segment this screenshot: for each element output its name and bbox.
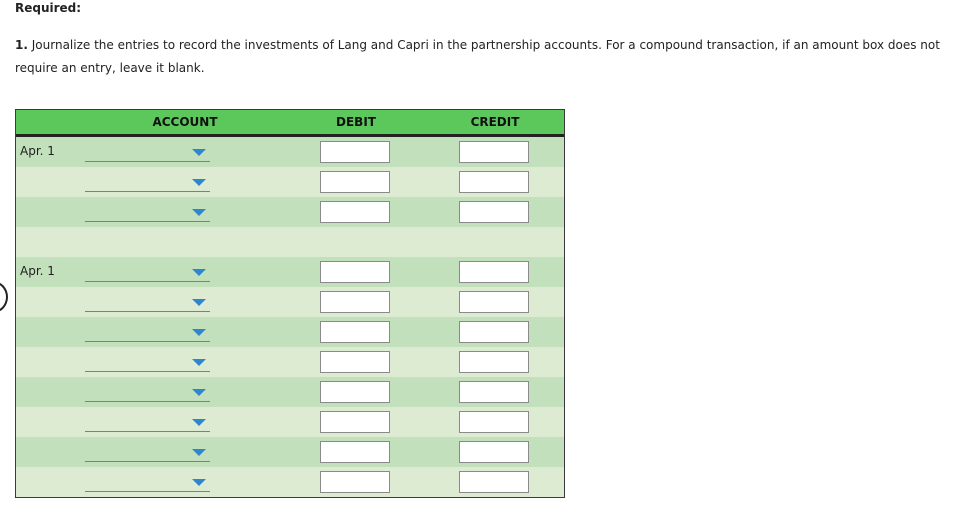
account-dropdown[interactable]: [85, 323, 210, 342]
table-row: [16, 407, 564, 437]
debit-amount-input[interactable]: [320, 441, 390, 463]
caret-down-icon[interactable]: [192, 299, 206, 306]
table-row: [16, 467, 564, 497]
debit-amount-input[interactable]: [320, 321, 390, 343]
credit-amount-input[interactable]: [459, 321, 529, 343]
entry-date: Apr. 1: [20, 264, 55, 278]
debit-column-header: DEBIT: [336, 115, 376, 129]
debit-amount-input[interactable]: [320, 291, 390, 313]
account-dropdown[interactable]: [85, 203, 210, 222]
caret-down-icon[interactable]: [192, 329, 206, 336]
debit-amount-input[interactable]: [320, 411, 390, 433]
table-row: [16, 257, 564, 287]
table-row: [16, 377, 564, 407]
credit-amount-input[interactable]: [459, 141, 529, 163]
credit-amount-input[interactable]: [459, 291, 529, 313]
account-dropdown[interactable]: [85, 353, 210, 372]
table-row: [16, 437, 564, 467]
debit-amount-input[interactable]: [320, 171, 390, 193]
entry-date: Apr. 1: [20, 144, 55, 158]
account-dropdown[interactable]: [85, 143, 210, 162]
debit-amount-input[interactable]: [320, 351, 390, 373]
table-row: [16, 197, 564, 227]
account-column-header: ACCOUNT: [152, 115, 218, 129]
table-row: [16, 167, 564, 197]
instructions: [15, 34, 960, 80]
caret-down-icon[interactable]: [192, 389, 206, 396]
table-row: [16, 287, 564, 317]
journal-entry-table: [15, 109, 565, 498]
credit-amount-input[interactable]: [459, 471, 529, 493]
caret-down-icon[interactable]: [192, 149, 206, 156]
table-row: [16, 347, 564, 377]
table-row: [16, 317, 564, 347]
account-dropdown[interactable]: [85, 383, 210, 402]
journal-header: [16, 110, 564, 137]
account-dropdown[interactable]: [85, 473, 210, 492]
credit-amount-input[interactable]: [459, 441, 529, 463]
table-row: [16, 227, 564, 257]
caret-down-icon[interactable]: [192, 269, 206, 276]
credit-amount-input[interactable]: [459, 351, 529, 373]
required-heading: Required:: [15, 1, 82, 15]
account-dropdown[interactable]: [85, 263, 210, 282]
question-number: 1.: [15, 38, 28, 52]
table-row: [16, 137, 564, 167]
credit-amount-input[interactable]: [459, 201, 529, 223]
caret-down-icon[interactable]: [192, 179, 206, 186]
account-dropdown[interactable]: [85, 173, 210, 192]
account-dropdown[interactable]: [85, 413, 210, 432]
credit-amount-input[interactable]: [459, 171, 529, 193]
caret-down-icon[interactable]: [192, 419, 206, 426]
caret-down-icon[interactable]: [192, 449, 206, 456]
caret-down-icon[interactable]: [192, 479, 206, 486]
debit-amount-input[interactable]: [320, 201, 390, 223]
debit-amount-input[interactable]: [320, 381, 390, 403]
caret-down-icon[interactable]: [192, 359, 206, 366]
debit-amount-input[interactable]: [320, 141, 390, 163]
debit-amount-input[interactable]: [320, 471, 390, 493]
side-circle-icon: [0, 281, 8, 313]
credit-amount-input[interactable]: [459, 261, 529, 283]
caret-down-icon[interactable]: [192, 209, 206, 216]
account-dropdown[interactable]: [85, 443, 210, 462]
credit-column-header: CREDIT: [470, 115, 520, 129]
question-text: Journalize the entries to record the investments of Lang and Capri in the partnership accounts. For a compound transaction, if an amount box does not require an entry, leave it blank.: [15, 38, 940, 75]
credit-amount-input[interactable]: [459, 381, 529, 403]
credit-amount-input[interactable]: [459, 411, 529, 433]
account-dropdown[interactable]: [85, 293, 210, 312]
debit-amount-input[interactable]: [320, 261, 390, 283]
